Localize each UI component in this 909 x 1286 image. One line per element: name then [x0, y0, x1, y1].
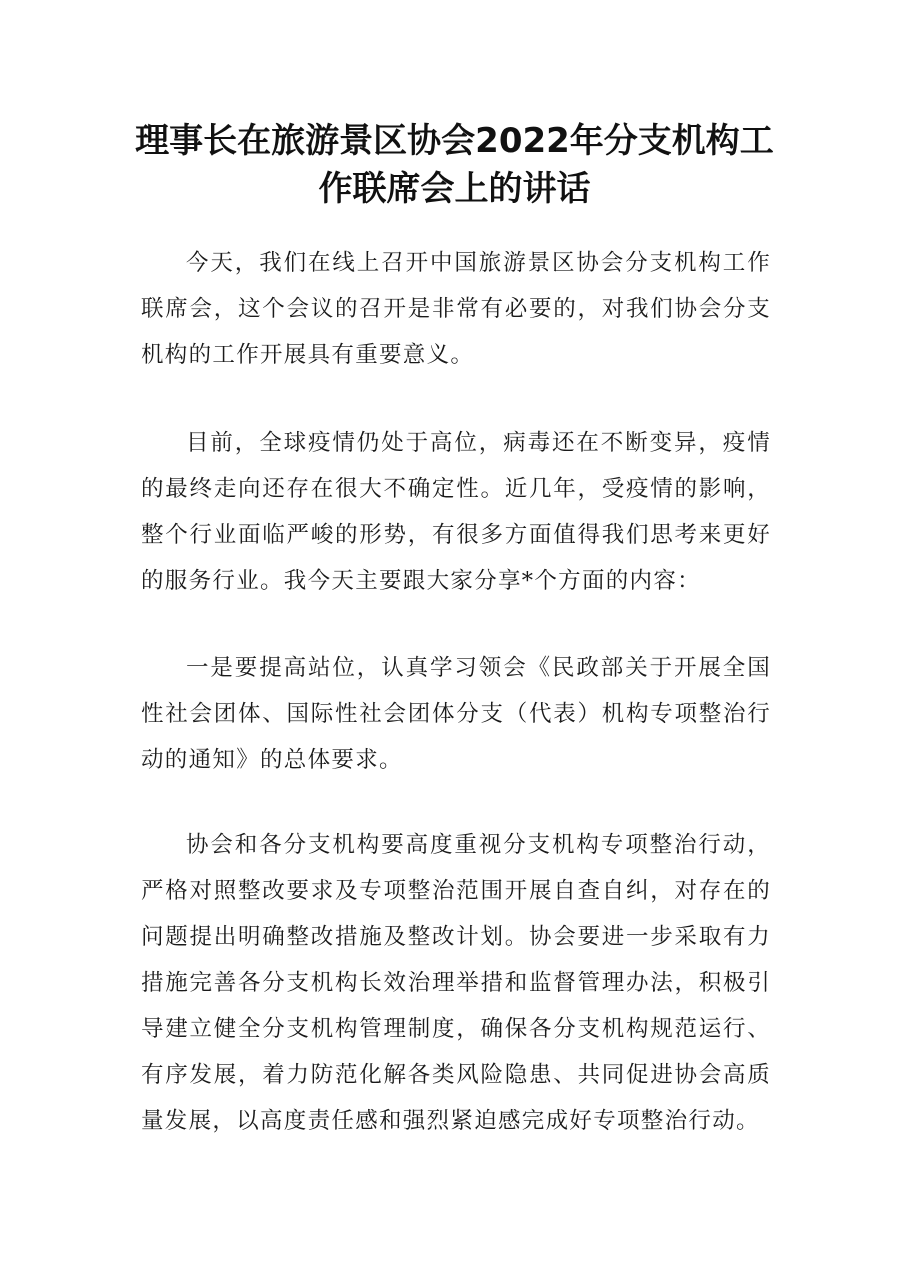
- paragraph-opening: 今天，我们在线上召开中国旅游景区协会分支机构工作联席会，这个会议的召开是非常有必要的，对我们协会分支机构的工作开展具有重要意义。: [141, 250, 771, 368]
- paragraph-point-one: 一是要提高站位，认真学习领会《民政部关于开展全国性社会团体、国际性社会团体分支（代表）机构专项整治行动的通知》的总体要求。: [141, 655, 771, 773]
- paragraph-situation: 目前，全球疫情仍处于高位，病毒还在不断变异，疫情的最终走向还存在很大不确定性。近几年，受疫情的影响，整个行业面临严峻的形势，有很多方面值得我们思考来更好的服务行业。我今天主要跟大家分享*个方面的内容：: [141, 430, 771, 594]
- paragraph-rectification: 协会和各分支机构要高度重视分支机构专项整治行动，严格对照整改要求及专项整治范围开展自查自纠，对存在的问题提出明确整改措施及整改计划。协会要进一步采取有力措施完善各分支机构长效治理举措和监督管理办法，积极引导建立健全分支机构管理制度，确保各分支机构规范运行、有序发展，着力防范化解各类风险隐患、共同促进协会高质量发展，以高度责任感和强烈紧迫感完成好专项整治行动。: [141, 832, 771, 1134]
- document-title-line-2: 作联席会上的讲话: [318, 169, 591, 209]
- document-title-line-1: 理事长在旅游景区协会2022年分支机构工: [135, 121, 774, 161]
